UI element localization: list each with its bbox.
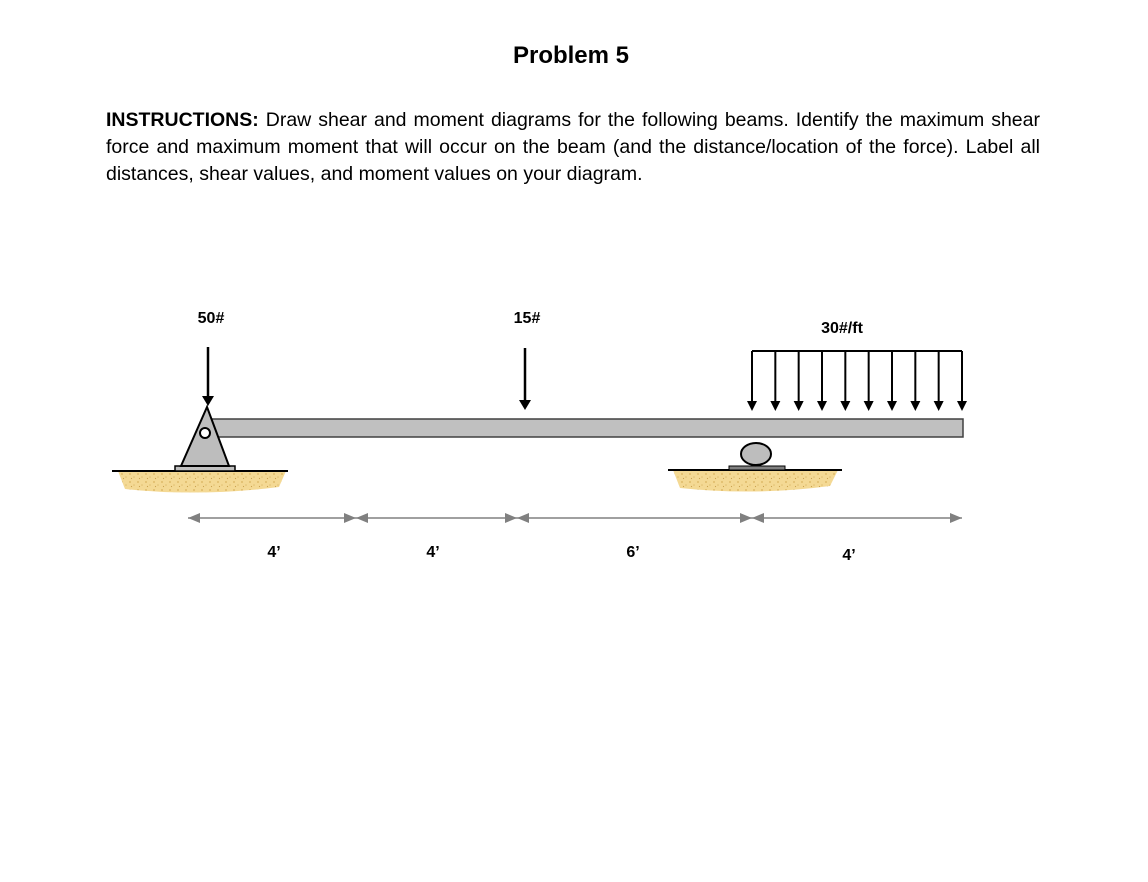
- pin-support: [175, 407, 235, 471]
- distributed-load-arrow-head: [840, 401, 850, 411]
- distributed-load-arrow-head: [817, 401, 827, 411]
- dimension-tick-right: [752, 513, 764, 523]
- point-load-15-label: 15#: [513, 310, 541, 327]
- distributed-load-arrow-head: [864, 401, 874, 411]
- left-ground: [112, 471, 288, 493]
- distributed-load-arrow-head: [770, 401, 780, 411]
- distributed-load-arrow-head: [957, 401, 967, 411]
- distributed-load-arrow-head: [910, 401, 920, 411]
- dimension-tick-right: [356, 513, 368, 523]
- distributed-load-label: 30#/ft: [821, 320, 863, 337]
- dimension-label-4: 4’: [842, 547, 856, 564]
- instructions-body: Draw shear and moment diagrams for the following beams. Identify the maximum shear force and maximum moment that will occur on the beam (and the distance/location of the force). Label all distances, shear values, and moment values on your diagram.: [106, 109, 1040, 185]
- dimension-line: [188, 513, 962, 523]
- dimension-tick-left: [740, 513, 752, 523]
- dimension-label-3: 6’: [626, 544, 640, 561]
- point-load-50: [202, 347, 214, 406]
- distributed-load-arrow-head: [934, 401, 944, 411]
- roller-support: [729, 443, 785, 470]
- dimension-tick-right: [517, 513, 529, 523]
- page-title: Problem 5: [512, 42, 630, 69]
- point-load-15: [519, 348, 531, 410]
- beam: [207, 419, 963, 437]
- instructions-lead: INSTRUCTIONS:: [106, 109, 259, 131]
- point-load-50-label: 50#: [197, 310, 225, 327]
- dimension-label-2: 4’: [426, 544, 440, 561]
- distributed-load-arrow-head: [747, 401, 757, 411]
- dimension-tick-left: [344, 513, 356, 523]
- distributed-load-arrow-head: [794, 401, 804, 411]
- dimension-label-1: 4’: [267, 544, 281, 561]
- dimension-tick-left: [505, 513, 517, 523]
- distributed-load-arrow-head: [887, 401, 897, 411]
- right-ground: [668, 470, 842, 492]
- distributed-load: [747, 351, 967, 411]
